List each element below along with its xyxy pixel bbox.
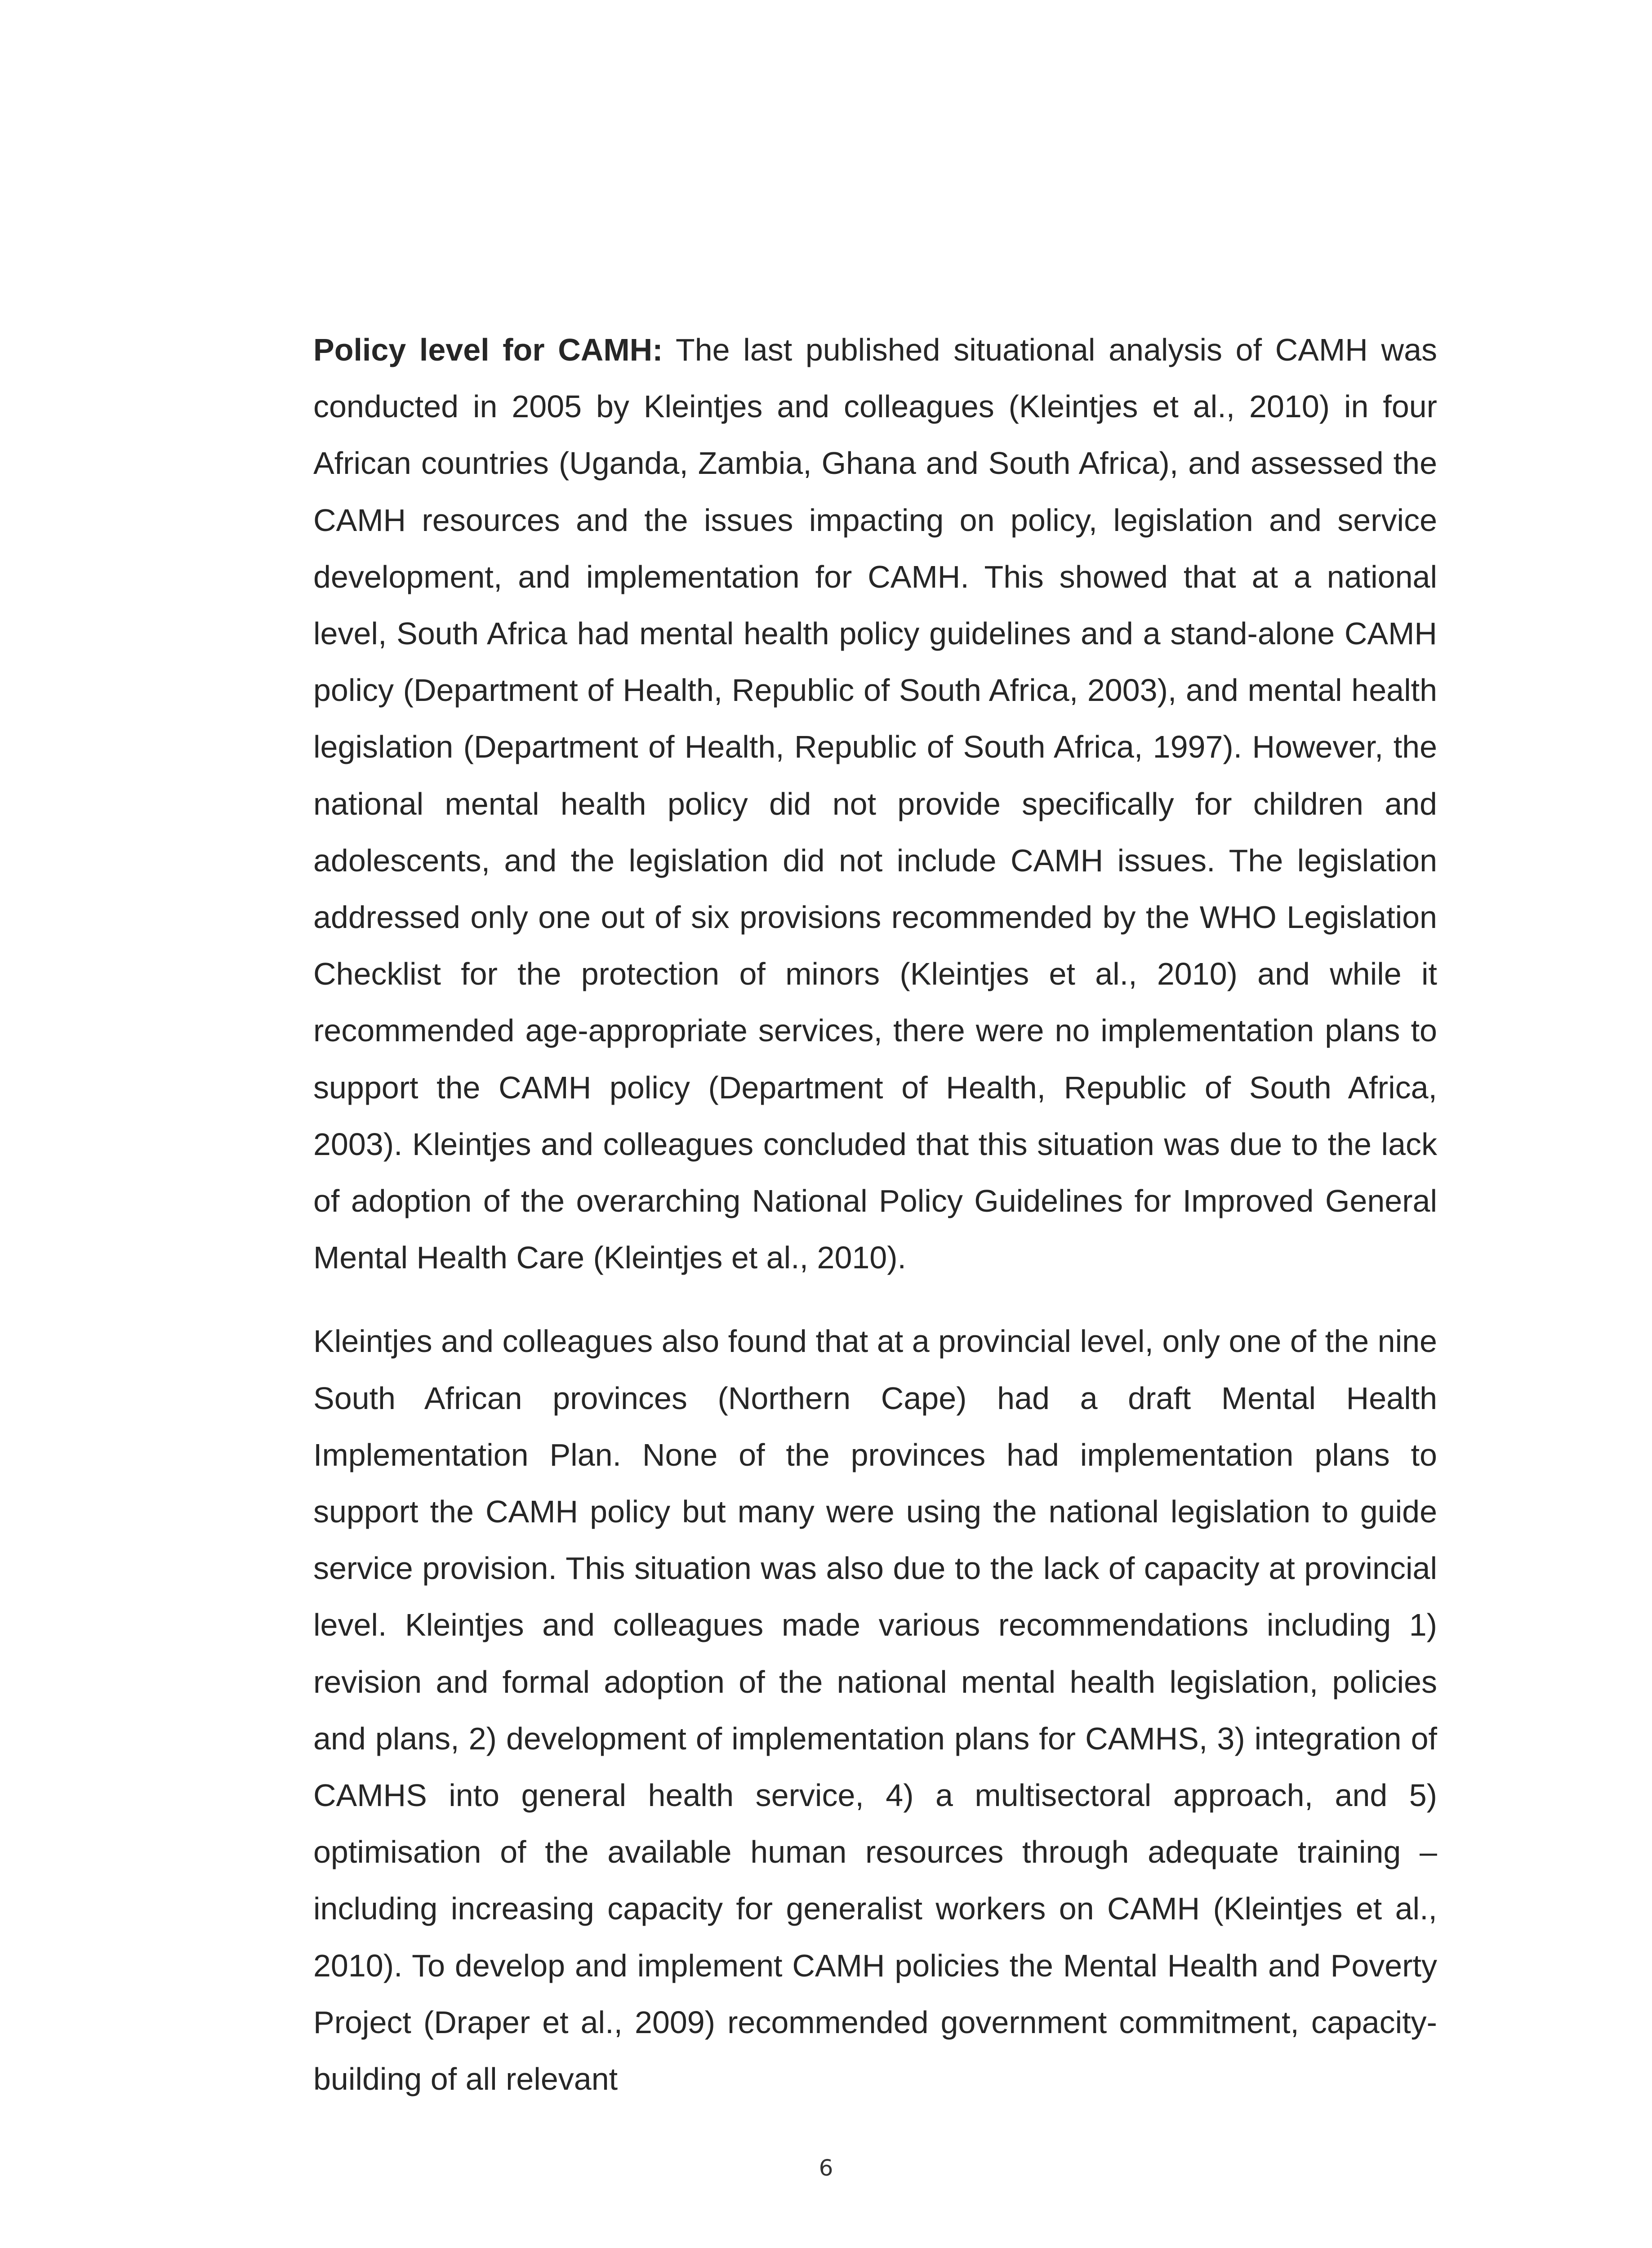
page-content — [313, 321, 1437, 2107]
paragraph-body: The last published situational analysis of CAMH was conducted in 2005 by Kleintjes and colleagues (Kleintjes et al., 2010) in four African countries (Uganda, Zambia, Ghana and South Africa), and assessed the CAMH resources and the issues impacting on policy, legislation and service development, and implementation for CAMH. This showed that at a national level, South Africa had mental health policy guidelines and a stand-alone CAMH policy (Department of Health, Republic of South Africa, 2003), and mental health legislation (Department of Health, Republic of South Africa, 1997). However, the national mental health policy did not provide specifically for children and adolescents, and the legislation did not include CAMH issues. The legislation addressed only one out of six provisions recommended by the WHO Legislation Checklist for the protection of minors (Kleintjes et al., 2010) and while it recommended age-appropriate services, there were no implementation plans to support the CAMH policy (Department of Health, Republic of South Africa, 2003). Kleintjes and colleagues concluded that this situation was due to the lack of adoption of the overarching National Policy Guidelines for Improved General Mental Health Care (Kleintjes et al., 2010). — [313, 332, 1438, 1276]
paragraph-body: Kleintjes and colleagues also found that at a provincial level, only one of the nine South African provinces (Northern Cape) had a draft Mental Health Implementation Plan. None of the provinces had implementation plans to support the CAMH policy but many were using the national legislation to guide service provision. This situation was also due to the lack of capacity at provincial level. Kleintjes and colleagues made various recommendations including 1) revision and formal adoption of the national mental health legislation, policies and plans, 2) development of implementation plans for CAMHS, 3) integration of CAMHS into general health service, 4) a multisectoral approach, and 5) optimisation of the available human resources through adequate training – including increasing capacity for generalist workers on CAMH (Kleintjes et al., 2010). To develop and implement CAMH policies the Mental Health and Poverty Project (Draper et al., 2009) recommended government commitment, capacity-building of all relevant — [313, 1324, 1437, 2097]
paragraph-policy-level — [313, 321, 1437, 1286]
page-number: 6 — [819, 2155, 833, 2181]
paragraph-provincial-level — [313, 1313, 1437, 2107]
paragraph-heading: Policy level for CAMH: — [313, 332, 663, 367]
